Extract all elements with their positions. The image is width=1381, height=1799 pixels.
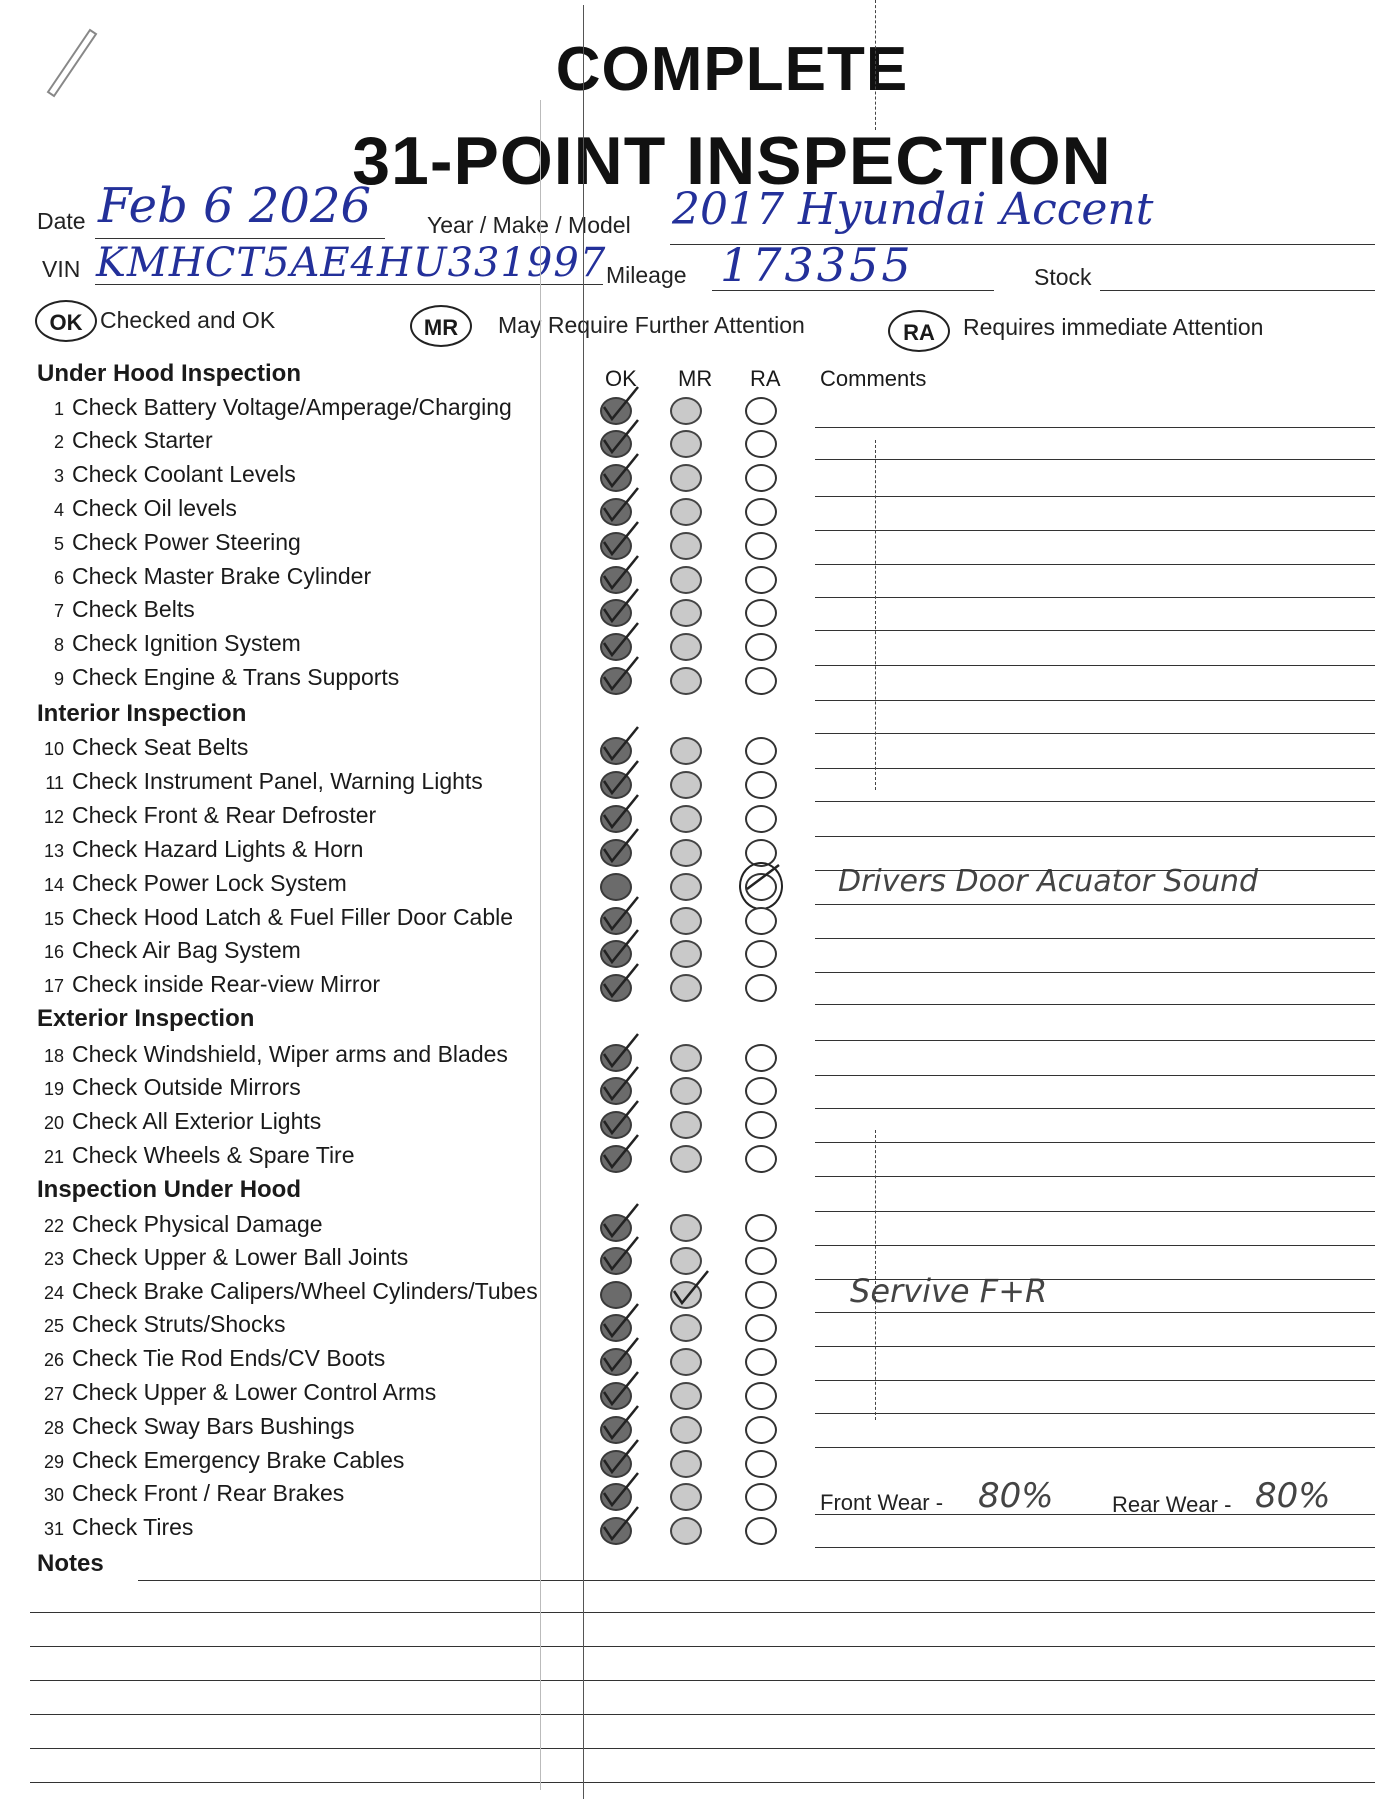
comment-line <box>815 836 1375 837</box>
item-number: 18 <box>43 1046 64 1066</box>
item-number: 21 <box>43 1147 64 1167</box>
mr-bubble[interactable] <box>670 805 702 833</box>
mr-bubble[interactable] <box>670 1281 702 1309</box>
mr-bubble[interactable] <box>670 771 702 799</box>
rear-wear-label: Rear Wear - <box>1112 1492 1232 1517</box>
comment-line <box>815 870 1375 871</box>
check-mark-icon <box>600 962 650 1002</box>
inspection-item-row <box>30 529 301 556</box>
check-mark-icon <box>600 827 650 867</box>
ra-bubble[interactable] <box>745 633 777 661</box>
section-title: Interior Inspection <box>37 700 247 727</box>
item-number: 31 <box>43 1519 64 1539</box>
mr-bubble[interactable] <box>670 974 702 1002</box>
item-number: 19 <box>43 1079 64 1099</box>
stock-underline <box>1100 290 1375 291</box>
comment-line <box>815 427 1375 428</box>
notes-line <box>30 1748 1375 1749</box>
ok-bubble[interactable] <box>600 1145 632 1173</box>
ra-bubble[interactable] <box>745 1077 777 1105</box>
item-label: Check Brake Calipers/Wheel Cylinders/Tubes <box>72 1278 538 1304</box>
vin-underline <box>95 284 603 285</box>
legend-ok-text: Checked and OK <box>100 307 276 333</box>
ok-bubble[interactable] <box>600 974 632 1002</box>
notes-label: Notes <box>37 1550 104 1577</box>
item-label: Check Battery Voltage/Amperage/Charging <box>72 394 512 420</box>
ra-bubble[interactable] <box>745 1145 777 1173</box>
inspection-item-row <box>30 734 248 761</box>
inspection-item-row <box>30 1278 538 1305</box>
inspection-item-row <box>30 630 301 657</box>
front-wear-value[interactable]: 80% <box>978 1476 1054 1516</box>
section-title: Inspection Under Hood <box>37 1176 301 1203</box>
title-line-2: 31-POINT INSPECTION <box>352 123 1112 199</box>
ra-bubble[interactable] <box>745 566 777 594</box>
mr-bubble[interactable] <box>670 1517 702 1545</box>
item-number: 7 <box>53 601 64 621</box>
comment-line <box>815 1447 1375 1448</box>
staple-icon <box>40 22 110 102</box>
ra-bubble[interactable] <box>745 1382 777 1410</box>
ra-bubble[interactable] <box>745 464 777 492</box>
ok-bubble[interactable] <box>600 1247 632 1275</box>
mr-bubble[interactable] <box>670 1450 702 1478</box>
item-number: 23 <box>43 1249 64 1269</box>
mr-bubble[interactable] <box>670 397 702 425</box>
comment-line <box>815 1142 1375 1143</box>
rear-wear-value[interactable]: 80% <box>1255 1476 1331 1516</box>
mr-bubble[interactable] <box>670 839 702 867</box>
item-number: 3 <box>53 466 64 486</box>
mr-bubble[interactable] <box>670 1145 702 1173</box>
mr-bubble[interactable] <box>670 1044 702 1072</box>
column-header-mr: MR <box>678 366 713 391</box>
notes-line <box>30 1612 1375 1613</box>
ok-bubble[interactable] <box>600 667 632 695</box>
inspection-item-row <box>30 1074 301 1101</box>
item-number: 20 <box>43 1113 64 1133</box>
item-number: 16 <box>43 942 64 962</box>
ra-bubble[interactable] <box>745 974 777 1002</box>
inspection-item-row <box>30 1480 344 1507</box>
comment-line <box>815 1004 1375 1005</box>
ra-bubble[interactable] <box>745 667 777 695</box>
comment-line <box>815 1108 1375 1109</box>
inspection-item-row <box>30 1142 355 1169</box>
item-label: Check Outside Mirrors <box>72 1074 301 1100</box>
notes-line <box>30 1646 1375 1647</box>
mr-bubble[interactable] <box>670 430 702 458</box>
comment-line <box>815 733 1375 734</box>
comment-line <box>815 1075 1375 1076</box>
item-label: Check Upper & Lower Control Arms <box>72 1379 437 1405</box>
ok-bubble[interactable] <box>600 839 632 867</box>
vin-label: VIN <box>42 256 81 282</box>
ra-bubble[interactable] <box>745 1281 777 1309</box>
comment-line <box>815 1547 1375 1548</box>
title-line-1: COMPLETE <box>555 35 909 104</box>
item-number: 5 <box>53 534 64 554</box>
ra-bubble[interactable] <box>745 737 777 765</box>
ra-bubble[interactable] <box>745 1416 777 1444</box>
item-number: 11 <box>45 773 64 793</box>
item-number: 1 <box>53 399 64 419</box>
comment-line <box>815 530 1375 531</box>
legend-ra-text: Requires immediate Attention <box>963 314 1264 340</box>
inspection-item-row <box>30 394 512 421</box>
item-label: Check Instrument Panel, Warning Lights <box>72 768 483 794</box>
mr-bubble[interactable] <box>670 1077 702 1105</box>
inspection-item-row <box>30 1211 323 1238</box>
front-wear-label: Front Wear - <box>820 1490 944 1515</box>
item-number: 24 <box>43 1283 64 1303</box>
item-number: 13 <box>43 841 64 861</box>
item-number: 28 <box>43 1418 64 1438</box>
inspection-item-row <box>30 971 380 998</box>
item-number: 15 <box>43 909 64 929</box>
ra-bubble[interactable] <box>745 1517 777 1545</box>
ra-bubble[interactable] <box>745 1247 777 1275</box>
mr-bubble[interactable] <box>670 1111 702 1139</box>
mr-bubble[interactable] <box>670 532 702 560</box>
item-number: 27 <box>43 1384 64 1404</box>
legend-ok-oval: OK <box>35 300 97 342</box>
comment-line <box>815 1346 1375 1347</box>
inspection-item-row <box>30 563 371 590</box>
column-header-ok: OK <box>605 366 637 391</box>
ra-bubble[interactable] <box>745 1348 777 1376</box>
legend-ra-oval: RA <box>888 310 950 352</box>
item-label: Check Power Steering <box>72 529 301 555</box>
mr-bubble[interactable] <box>670 940 702 968</box>
section-title: Under Hood Inspection <box>37 360 301 387</box>
legend-mr-oval: MR <box>410 305 472 347</box>
column-header-ra: RA <box>750 366 781 391</box>
item-label: Check Struts/Shocks <box>72 1311 286 1337</box>
comment-line <box>815 1380 1375 1381</box>
date-label: Date <box>37 208 86 234</box>
ra-bubble[interactable] <box>745 1214 777 1242</box>
scan-fold-line <box>875 440 876 790</box>
mileage-label: Mileage <box>606 262 687 288</box>
mr-bubble[interactable] <box>670 498 702 526</box>
item-number: 14 <box>43 875 64 895</box>
check-mark-icon <box>600 655 650 695</box>
ra-bubble[interactable] <box>745 1044 777 1072</box>
comment-line <box>815 768 1375 769</box>
item-label: Check Front & Rear Defroster <box>72 802 377 828</box>
date-value[interactable]: Feb 6 2026 <box>98 178 372 234</box>
ra-bubble[interactable] <box>745 430 777 458</box>
comment-line <box>815 1245 1375 1246</box>
item-number: 12 <box>43 807 64 827</box>
ra-bubble[interactable] <box>745 397 777 425</box>
comment-line <box>815 1176 1375 1177</box>
item-label: Check Tie Rod Ends/CV Boots <box>72 1345 386 1371</box>
item-label: Check Physical Damage <box>72 1211 323 1237</box>
item-label: Check Ignition System <box>72 630 301 656</box>
comment-line <box>815 801 1375 802</box>
item-number: 4 <box>53 500 64 520</box>
mr-bubble[interactable] <box>670 566 702 594</box>
ra-bubble[interactable] <box>745 1314 777 1342</box>
item-number: 17 <box>43 976 64 996</box>
notes-line <box>30 1782 1375 1783</box>
item-number: 22 <box>43 1216 64 1236</box>
mr-bubble[interactable] <box>670 1382 702 1410</box>
ra-bubble[interactable] <box>745 599 777 627</box>
check-mark-icon <box>600 1505 650 1545</box>
item-number: 30 <box>43 1485 64 1505</box>
item-comment[interactable]: Servive F+R <box>850 1272 1048 1310</box>
item-number: 29 <box>43 1452 64 1472</box>
item-label: Check Emergency Brake Cables <box>72 1447 405 1473</box>
mr-bubble[interactable] <box>670 633 702 661</box>
item-label: Check Wheels & Spare Tire <box>72 1142 355 1168</box>
item-label: Check Oil levels <box>72 495 237 521</box>
mr-bubble[interactable] <box>670 464 702 492</box>
item-number: 8 <box>53 635 64 655</box>
item-label: Check Starter <box>72 427 213 453</box>
inspection-item-row <box>30 664 399 691</box>
ra-bubble[interactable] <box>745 1450 777 1478</box>
comment-line <box>815 597 1375 598</box>
inspection-item-row <box>30 1244 408 1271</box>
ra-bubble[interactable] <box>745 907 777 935</box>
inspection-item-row <box>30 802 376 829</box>
column-header-comments: Comments <box>820 366 927 391</box>
comment-line <box>815 1312 1375 1313</box>
inspection-item-row <box>30 1311 285 1338</box>
comment-line <box>815 700 1375 701</box>
inspection-item-row <box>30 596 195 623</box>
item-comment[interactable]: Drivers Door Acuator Sound <box>838 864 1259 899</box>
date-underline <box>95 238 385 239</box>
inspection-item-row <box>30 1379 436 1406</box>
scan-fold-line <box>875 0 876 130</box>
item-label: Check Power Lock System <box>72 870 347 896</box>
stock-label: Stock <box>1034 264 1092 290</box>
inspection-item-row <box>30 427 213 454</box>
ra-bubble[interactable] <box>745 940 777 968</box>
check-mark-icon <box>600 1235 650 1275</box>
item-label: Check Upper & Lower Ball Joints <box>72 1244 409 1270</box>
item-label: Check Hood Latch & Fuel Filler Door Cable <box>72 904 514 930</box>
item-label: Check Sway Bars Bushings <box>72 1413 355 1439</box>
check-mark-icon <box>670 1269 720 1309</box>
item-label: Check Windshield, Wiper arms and Blades <box>72 1041 508 1067</box>
notes-line <box>30 1680 1375 1681</box>
comment-line <box>815 1040 1375 1041</box>
item-label: Check Master Brake Cylinder <box>72 563 372 589</box>
legend-mr-text: May Require Further Attention <box>498 312 805 338</box>
item-label: Check Hazard Lights & Horn <box>72 836 364 862</box>
mr-bubble[interactable] <box>670 599 702 627</box>
item-label: Check Coolant Levels <box>72 461 296 487</box>
notes-first-line <box>138 1580 1375 1581</box>
inspection-item-row <box>30 1108 321 1135</box>
comment-line <box>815 1413 1375 1414</box>
item-label: Check Belts <box>72 596 195 622</box>
item-label: Check Engine & Trans Supports <box>72 664 400 690</box>
item-label: Check Front / Rear Brakes <box>72 1480 345 1506</box>
ra-circled-mark-icon <box>739 862 783 910</box>
comment-line <box>815 972 1375 973</box>
mr-bubble[interactable] <box>670 873 702 901</box>
ra-bubble[interactable] <box>745 532 777 560</box>
item-number: 26 <box>43 1350 64 1370</box>
ra-bubble[interactable] <box>745 498 777 526</box>
ra-bubble[interactable] <box>745 1111 777 1139</box>
vin-value[interactable]: KMHCT5AE4HU331997 <box>96 240 607 286</box>
comment-line <box>815 630 1375 631</box>
check-mark-icon <box>600 1133 650 1173</box>
mr-bubble[interactable] <box>670 1416 702 1444</box>
inspection-item-row <box>30 1514 193 1541</box>
comment-line <box>815 496 1375 497</box>
comment-line <box>815 938 1375 939</box>
mr-bubble[interactable] <box>670 1314 702 1342</box>
item-number: 2 <box>53 432 64 452</box>
inspection-item-row <box>30 1345 385 1372</box>
notes-line <box>30 1714 1375 1715</box>
inspection-item-row <box>30 870 347 897</box>
mr-bubble[interactable] <box>670 1483 702 1511</box>
ra-bubble[interactable] <box>745 805 777 833</box>
mr-bubble[interactable] <box>670 737 702 765</box>
scan-fold-line <box>540 100 541 1790</box>
mr-bubble[interactable] <box>670 1214 702 1242</box>
inspection-item-row <box>30 1041 508 1068</box>
comment-line <box>815 665 1375 666</box>
inspection-item-row <box>30 461 296 488</box>
mr-bubble[interactable] <box>670 667 702 695</box>
mr-bubble[interactable] <box>670 907 702 935</box>
comment-line <box>815 564 1375 565</box>
section-title: Exterior Inspection <box>37 1005 255 1032</box>
item-number: 10 <box>43 739 64 759</box>
inspection-item-row <box>30 768 483 795</box>
comment-line <box>815 1279 1375 1280</box>
item-label: Check All Exterior Lights <box>72 1108 322 1134</box>
inspection-item-row <box>30 495 237 522</box>
mileage-value[interactable]: 173355 <box>720 238 914 292</box>
inspection-item-row <box>30 904 513 931</box>
scan-fold-line <box>875 1130 876 1420</box>
inspection-item-row <box>30 836 363 863</box>
ok-bubble[interactable] <box>600 1517 632 1545</box>
inspection-item-row <box>30 1447 404 1474</box>
inspection-item-row <box>30 1413 355 1440</box>
item-label: Check Air Bag System <box>72 937 301 963</box>
item-label: Check Tires <box>72 1514 194 1540</box>
comment-line <box>815 904 1375 905</box>
scan-fold-line <box>583 5 584 1799</box>
item-number: 25 <box>43 1316 64 1336</box>
comment-line <box>815 459 1375 460</box>
item-number: 6 <box>53 568 64 588</box>
mr-bubble[interactable] <box>670 1348 702 1376</box>
item-label: Check inside Rear-view Mirror <box>72 971 381 997</box>
comment-line <box>815 1211 1375 1212</box>
item-label: Check Seat Belts <box>72 734 249 760</box>
year-make-model-value[interactable]: 2017 Hyundai Accent <box>672 184 1154 235</box>
ra-bubble[interactable] <box>745 1483 777 1511</box>
item-number: 9 <box>53 669 64 689</box>
ra-bubble[interactable] <box>745 771 777 799</box>
inspection-item-row <box>30 937 301 964</box>
mileage-underline <box>712 290 994 291</box>
year-make-model-label: Year / Make / Model <box>427 212 631 238</box>
